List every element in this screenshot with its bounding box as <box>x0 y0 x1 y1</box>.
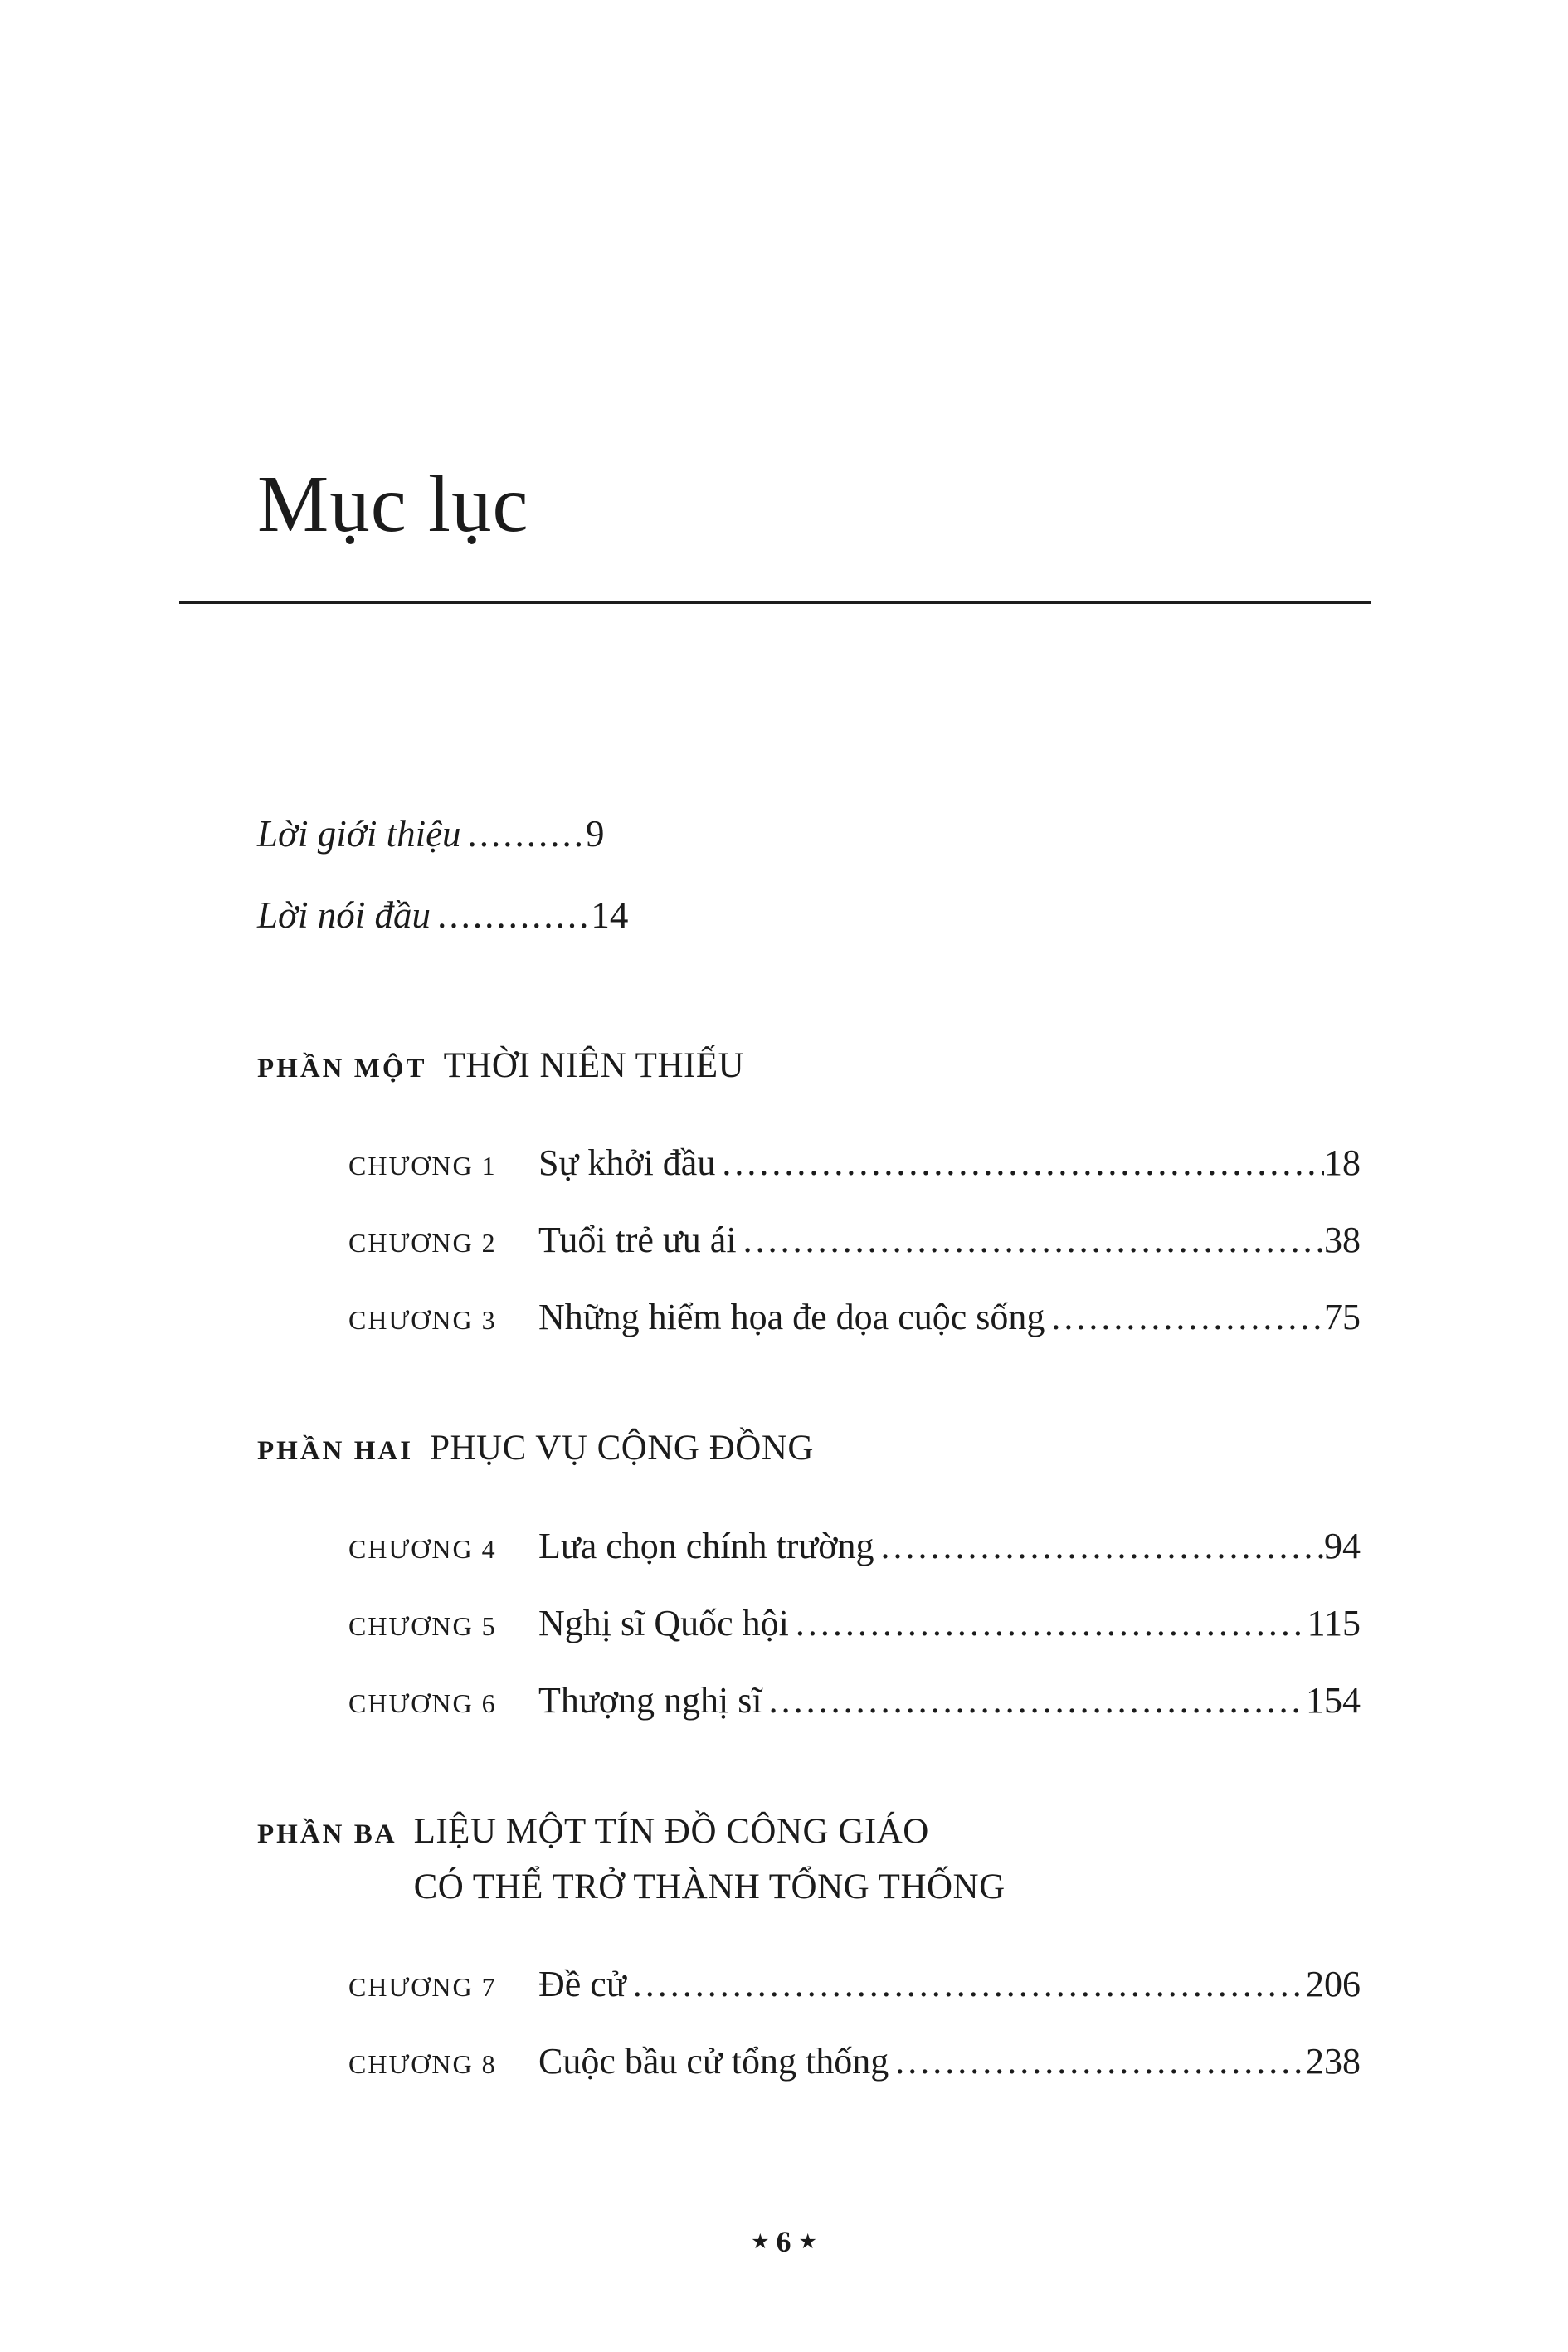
star-icon: ★ <box>798 2231 817 2253</box>
part-name-line2: CÓ THỂ TRỞ THÀNH TỔNG THỐNG <box>413 1867 1006 1906</box>
part-name: THỜI NIÊN THIẾU <box>443 1045 745 1085</box>
chapter-list <box>348 1142 1361 1338</box>
front-matter-list <box>257 793 1361 956</box>
chapter-row <box>348 1219 1361 1261</box>
chapter-row <box>348 1296 1361 1338</box>
chapter-title: Cuộc bầu cử tổng thống <box>538 2041 889 2082</box>
chapter-list <box>348 1963 1361 2082</box>
leader-dots <box>633 1963 1306 2005</box>
chapter-label: CHƯƠNG 6 <box>348 1688 497 1719</box>
chapter-row <box>348 1142 1361 1184</box>
page-number: 206 <box>1306 1964 1361 2005</box>
leader-dots <box>895 2040 1306 2082</box>
chapter-row <box>348 1525 1361 1567</box>
chapter-label: CHƯƠNG 3 <box>348 1305 497 1336</box>
chapter-row <box>348 2040 1361 2082</box>
part-heading <box>257 1039 1361 1094</box>
page-number: 115 <box>1307 1603 1361 1644</box>
chapter-label: CHƯƠNG 4 <box>348 1534 497 1565</box>
leader-dots <box>1051 1296 1324 1338</box>
part-heading <box>257 1421 1361 1477</box>
page-number: 9 <box>586 812 605 855</box>
page-number: 18 <box>1324 1142 1361 1184</box>
chapter-label: CHƯƠNG 1 <box>348 1151 497 1181</box>
chapter-row <box>348 1602 1361 1644</box>
chapter-title: Sự khởi đầu <box>538 1142 716 1184</box>
chapter-label: CHƯƠNG 5 <box>348 1611 497 1642</box>
leader-dots <box>881 1525 1324 1567</box>
page-number: 38 <box>1324 1220 1361 1261</box>
title-divider <box>179 601 1371 604</box>
page-number: 154 <box>1306 1680 1361 1721</box>
chapter-row <box>348 1963 1361 2005</box>
chapter-title: Lưa chọn chính trường <box>538 1526 874 1567</box>
part-label: PHẦN HAI <box>257 1436 414 1467</box>
chapter-title: Đề cử <box>538 1964 626 2005</box>
part-name: PHỤC VỤ CỘNG ĐỒNG <box>430 1429 814 1468</box>
leader-dots: .......... <box>467 812 587 855</box>
page-number: 75 <box>1324 1297 1361 1338</box>
chapter-title: Những hiểm họa đe dọa cuộc sống <box>538 1297 1045 1338</box>
leader-dots <box>743 1219 1324 1261</box>
chapter-label: CHƯƠNG 8 <box>348 2049 497 2080</box>
part-label: PHẦN MỘT <box>257 1053 427 1083</box>
chapter-title: Thượng nghị sĩ <box>538 1680 762 1721</box>
part-heading <box>257 1804 1361 1915</box>
leader-dots: ............. <box>437 894 592 936</box>
chapter-title: Nghị sĩ Quốc hội <box>538 1603 789 1644</box>
part-section <box>257 1039 1361 1339</box>
front-matter-entry <box>257 874 1361 956</box>
part-label: PHẦN BA <box>257 1819 397 1850</box>
part-name <box>414 1804 1006 1915</box>
page-number: 94 <box>1324 1526 1361 1567</box>
leader-dots <box>796 1602 1307 1644</box>
leader-dots <box>722 1142 1324 1184</box>
part-section <box>257 1421 1361 1721</box>
front-matter-entry <box>257 793 1361 874</box>
leader-dots <box>769 1679 1306 1721</box>
chapter-label: CHƯƠNG 2 <box>348 1228 497 1259</box>
chapter-title: Tuổi trẻ ưu ái <box>538 1220 737 1261</box>
entry-title: Lời nói đầu <box>257 894 431 936</box>
chapter-row <box>348 1679 1361 1721</box>
footer-page-number: 6 <box>776 2225 792 2258</box>
page-footer <box>0 2224 1568 2259</box>
chapter-label: CHƯƠNG 7 <box>348 1972 497 2003</box>
entry-title: Lời giới thiệu <box>257 812 461 855</box>
page-number: 238 <box>1306 2041 1361 2082</box>
part-name-line1: LIỆU MỘT TÍN ĐỒ CÔNG GIÁO <box>413 1812 929 1852</box>
part-section <box>257 1804 1361 2082</box>
chapter-list <box>348 1525 1361 1721</box>
star-icon: ★ <box>751 2231 770 2253</box>
page-number: 14 <box>591 894 629 936</box>
page-title: Mục lục <box>257 459 529 548</box>
